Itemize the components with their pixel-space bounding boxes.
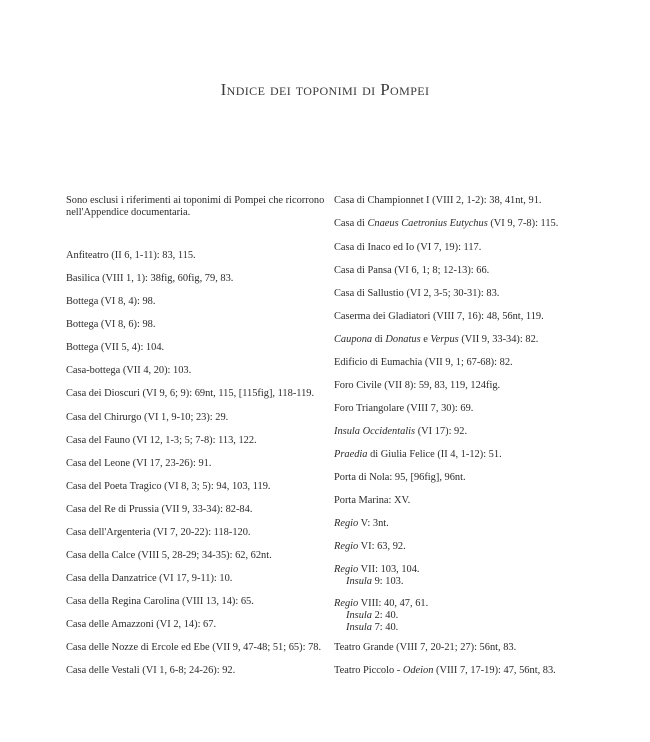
index-entry [334, 311, 544, 323]
entry-italic-text: Odeion [402, 665, 434, 676]
entry-text: Casa di Sallustio (VI 2, 3-5; 30-31): 83. [334, 288, 500, 299]
entry-text: di Giulia Felice (II 4, 1-12): 51. [367, 449, 502, 460]
index-entry [334, 472, 466, 484]
entry-italic-text: Caupona [334, 334, 373, 345]
entry-text: Casa delle Vestali (VI 1, 6-8; 24-26): 92. [66, 665, 236, 676]
index-entry [334, 426, 467, 438]
entry-text: Casa della Danzatrice (VI 17, 9-11): 10. [66, 573, 233, 584]
entry-text: V: 3nt. [358, 518, 389, 529]
entry-text: Casa del Leone (VI 17, 23-26): 91. [66, 458, 212, 469]
entry-text: di [372, 334, 386, 345]
index-entry [66, 319, 155, 331]
index-entry [334, 564, 420, 588]
index-entry [66, 596, 254, 608]
entry-text: (VI 9, 7-8): 115. [487, 218, 559, 229]
entry-text: Foro Civile (VII 8): 59, 83, 119, 124fig. [334, 380, 501, 391]
entry-italic-text: Verpus [430, 334, 459, 345]
entry-text: Casa del Chirurgo (VI 1, 9-10; 23): 29. [66, 412, 229, 423]
index-entry [66, 504, 252, 516]
index-entry [66, 412, 228, 424]
entry-text: Bottega (VII 5, 4): 104. [66, 342, 165, 353]
entry-text: Casa del Fauno (VI 12, 1-3; 5; 7-8): 113, 122. [66, 435, 257, 446]
index-entry [66, 458, 211, 470]
entry-text: Casa-bottega (VII 4, 20): 103. [66, 365, 192, 376]
page-title: Indice dei toponimi di Pompei [220, 80, 430, 99]
entry-text: Casa della Calce (VIII 5, 28-29; 34-35): 62, 62nt. [66, 550, 272, 561]
entry-text: (VIII 7, 17-19): 47, 56nt, 83. [433, 665, 556, 676]
index-entry [334, 518, 389, 530]
index-entry [66, 665, 235, 677]
entry-text: Teatro Piccolo - [334, 665, 403, 676]
entry-text: Foro Triangolare (VIII 7, 30): 69. [334, 403, 474, 414]
entry-text: VIII: 40, 47, 61. [358, 598, 429, 609]
entry-italic-text: Insula [346, 610, 372, 621]
index-subentry [334, 610, 428, 622]
entry-text: Casa delle Nozze di Ercole ed Ebe (VII 9, 47-48; 51; 65): 78. [66, 642, 322, 653]
entry-text: Porta di Nola: 95, [96fig], 96nt. [334, 472, 466, 483]
entry-italic-text: Insula Occidentalis [334, 426, 416, 437]
entry-text: e [420, 334, 431, 345]
entry-text: Basilica (VIII 1, 1): 38fig, 60fig, 79, 83. [66, 273, 234, 284]
index-subentry [334, 622, 428, 634]
index-entry [66, 619, 216, 631]
index-entry [334, 541, 406, 553]
entry-text: Casa di [334, 218, 368, 229]
index-entry [334, 598, 428, 634]
entry-text: Bottega (VI 8, 6): 98. [66, 319, 156, 330]
index-entry [66, 435, 257, 447]
index-subentry [334, 576, 420, 588]
index-entry [66, 388, 314, 400]
index-entry [66, 573, 232, 585]
entry-text: Casa di Championnet I (VIII 2, 1-2): 38, 41nt, 91. [334, 195, 542, 206]
index-entry [334, 288, 499, 300]
index-entry [66, 296, 155, 308]
index-entry [66, 273, 233, 285]
entry-text: Casa dei Dioscuri (VI 9, 6; 9): 69nt, 115, [115fig], 118-119. [66, 388, 315, 399]
index-entry [66, 527, 251, 539]
entry-text: 9: 103. [371, 576, 404, 587]
entry-text: Bottega (VI 8, 4): 98. [66, 296, 156, 307]
index-entry [334, 195, 542, 207]
entry-italic-text: Insula [346, 576, 372, 587]
entry-text: Casa dell'Argenteria (VI 7, 20-22): 118-120. [66, 527, 251, 538]
index-entry [66, 481, 271, 493]
entry-text: Casa di Pansa (VI 6, 1; 8; 12-13): 66. [334, 265, 490, 276]
index-entry [334, 242, 481, 254]
entry-text: Casa della Regina Carolina (VIII 13, 14): 65. [66, 596, 254, 607]
index-entry [334, 334, 538, 346]
index-entry [66, 550, 272, 562]
index-entry [334, 449, 502, 461]
intro-note: Sono esclusi i riferimenti ai toponimi di Pompei che ricorrono nell'Appendice documentaria. [66, 195, 325, 218]
entry-text: VII: 103, 104. [358, 564, 420, 575]
entry-text: Anfiteatro (II 6, 1-11): 83, 115. [66, 250, 196, 261]
entry-text: 2: 40. [371, 610, 399, 621]
index-entry [334, 380, 500, 392]
entry-text: Casa del Poeta Tragico (VI 8, 3; 5): 94, 103, 119. [66, 481, 271, 492]
index-entry [334, 218, 558, 230]
entry-text: Casa del Re di Prussia (VII 9, 33-34): 82-84. [66, 504, 253, 515]
entry-text: Casa di Inaco ed Io (VI 7, 19): 117. [334, 242, 482, 253]
index-entry [334, 357, 513, 369]
entry-italic-text: Regio [334, 518, 359, 529]
entry-italic-text: Praedia [334, 449, 368, 460]
entry-italic-text: Regio [334, 564, 359, 575]
entry-text: Edificio di Eumachia (VII 9, 1; 67-68): 82. [334, 357, 513, 368]
index-entry [66, 342, 164, 354]
entry-italic-text: Insula [346, 622, 372, 633]
index-entry [66, 642, 321, 654]
entry-text: Casa delle Amazzoni (VI 2, 14): 67. [66, 619, 217, 630]
entry-text: (VI 17): 92. [415, 426, 468, 437]
entry-text: Caserma dei Gladiatori (VIII 7, 16): 48, 56nt, 119. [334, 311, 544, 322]
index-entry [334, 265, 489, 277]
index-entry [334, 665, 556, 677]
entry-italic-text: Donatus [385, 334, 421, 345]
entry-italic-text: Regio [334, 598, 359, 609]
entry-text: Teatro Grande (VIII 7, 20-21; 27): 56nt, 83. [334, 642, 517, 653]
index-entry [334, 495, 410, 507]
entry-text: (VII 9, 33-34): 82. [458, 334, 539, 345]
index-entry [66, 250, 196, 262]
entry-text: Porta Marina: XV. [334, 495, 411, 506]
index-entry [334, 403, 473, 415]
entry-italic-text: Cnaeus Caetronius Eutychus [367, 218, 488, 229]
index-entry [66, 365, 191, 377]
entry-text: VI: 63, 92. [358, 541, 406, 552]
index-entry [334, 642, 516, 654]
entry-italic-text: Regio [334, 541, 359, 552]
entry-text: 7: 40. [371, 622, 399, 633]
